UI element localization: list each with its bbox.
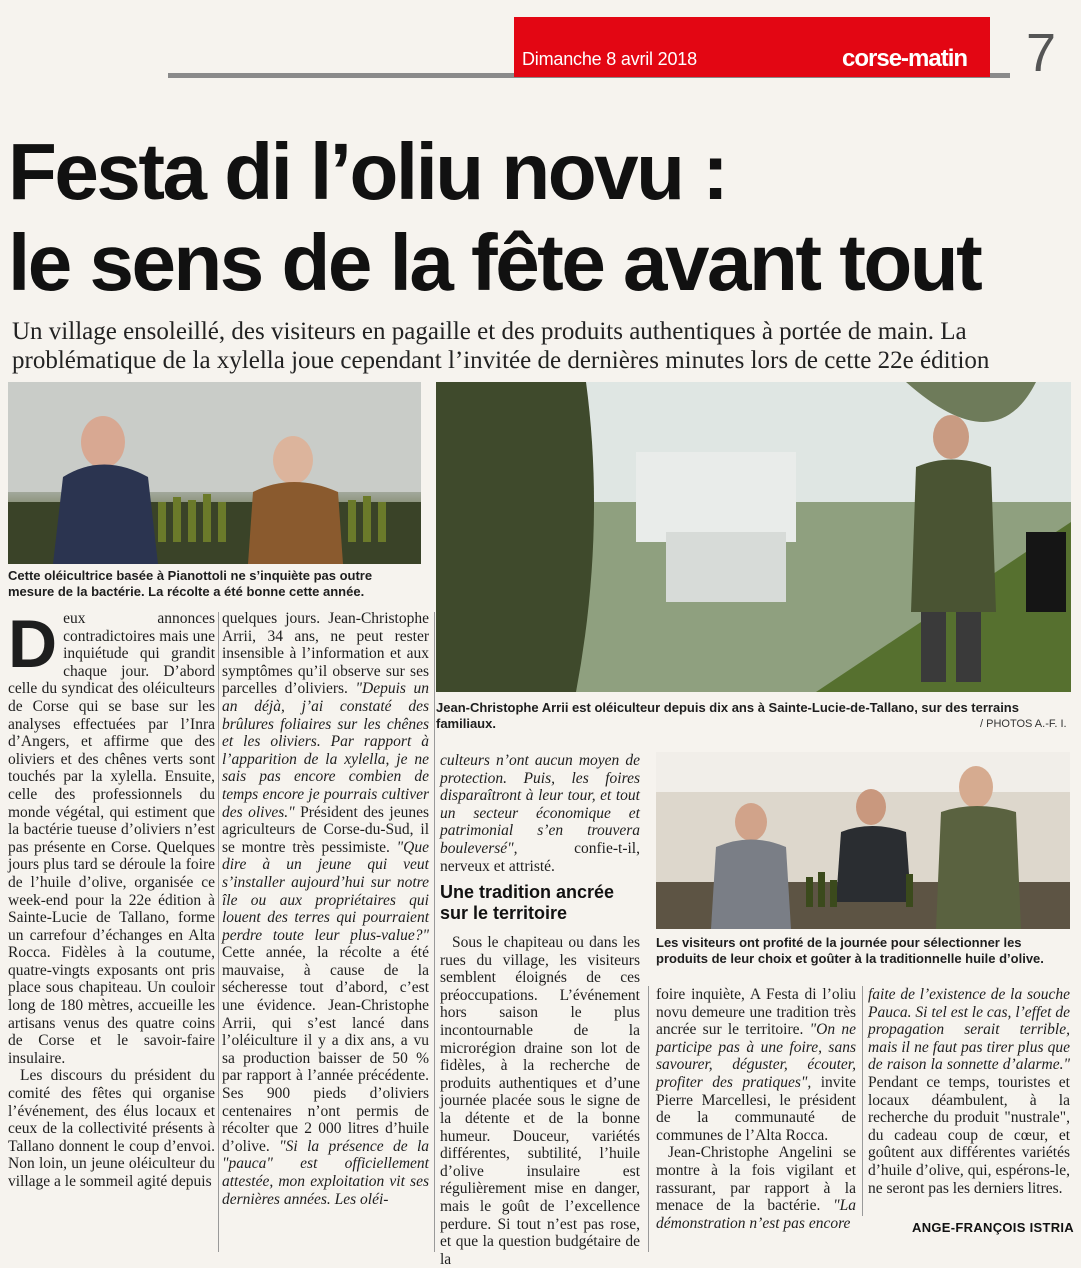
article-column-3-top — [440, 752, 640, 875]
issue-date: Dimanche 8 avril 2018 — [522, 49, 697, 69]
photo-2-caption: Jean-Christophe Arrii est oléiculteur depuis dix ans à Sainte-Lucie-de-Tallano, sur des terrains familiaux. — [436, 700, 1019, 731]
article-text: Cette année, la récolte a été mauvaise, à cause de la sécheresse tout d’abord, c’est une évidence. Jean-Christophe Arrii, qui s’est lancé dans l’oléiculture il y a dix ans, a vu sa production baisser de 50 % par rapport à l’année précédente. Ses 900 pieds d’oliviers centenaires n’ont permis de récolter que 2 000 litres d’huile d’olive. — [222, 944, 429, 1155]
quote-angelini: "La démonstration n’est pas encore — [656, 1197, 856, 1232]
article-text: Pendant ce temps, touristes et locaux déambulent, à la recherche du produit "nustrale", du cadeau coup de cœur, et goûtent aux différentes variétés d’huile d’olive, qui, espérons-le, ne seront pas les derniers litres. — [868, 1073, 1070, 1197]
article-paragraph-tradition: Sous le chapiteau ou dans les rues du village, les visiteurs semblent éloignés de ces préoccupations. L’événement hors saison le plus incontournable de la microrégion draine son lot de fidèles, à la recherche de produits authentiques et d’une journée placée sous le signe de la détente et de la bonne humeur. Douceur, variétés différentes, subtilité, l’huile d’olive insulaire est régulièrement mise en danger, mais le goût de l’excellence perdure. Si tout n’est pas rose, et que la question budgétaire de la — [440, 934, 640, 1268]
photo-visitors-tasting — [656, 752, 1070, 929]
quote-arrii-1: "Depuis un an déjà, j’ai constaté des brûlures foliaires sur les chênes et les oliviers. Par rapport à l’apparition de la xylella, je ne sais pas encore combien de temps encore je pourrais cultiver des olives." — [222, 680, 430, 821]
photo-olive-grower-stand — [8, 382, 421, 564]
photo-oleiculteur-hillside — [436, 382, 1071, 692]
drop-cap: D — [8, 606, 58, 682]
quote-marcellesi: "On ne participe pas à une foire, sans savourer, déguster, écouter, profiter des pratiques", — [656, 1021, 856, 1091]
page-number: 7 — [1026, 23, 1057, 83]
newspaper-logo: corse-matin — [842, 45, 968, 72]
photo-credit: / PHOTOS A.-F. I. — [980, 718, 1067, 730]
quote-arrii-3: "Si la présence de la "pauca" est officiellement attestée, mon exploitation vit ses dernières années. Les oléi- — [222, 1137, 430, 1208]
photo-2-illustration — [436, 382, 1071, 692]
photo-3-illustration — [656, 752, 1070, 929]
article-column-4 — [656, 986, 856, 1232]
article-text: confie-t-il, nerveux et attristé. — [440, 839, 640, 875]
quote-arrii-continued: culteurs n’ont aucun moyen de protection. Puis, les foires disparaîtront à leur tour, et tout un secteur économique et patrimonial s’en trouvera bouleversé", — [440, 752, 640, 857]
article-text: foire inquiète, A Festa di l’oliu novu demeure une tradition très ancrée sur le territoire. — [656, 986, 856, 1039]
author-signature: ANGE-FRANÇOIS ISTRIA — [912, 1220, 1074, 1235]
deck-line-2: problématique de la xylella joue cependant l’invitée de dernières minutes lors de cette 22e édition — [12, 347, 990, 374]
photo-1-illustration — [8, 382, 421, 564]
quote-arrii-2: "Que dire à un jeune qui veut s’installer aujourd’hui sur notre île ou aux propriétaires qui louent des terres qui pourraient perdre toute leur plus-value?" — [222, 838, 429, 944]
article-column-3-bottom — [440, 934, 640, 1268]
quote-angelini-continued: faite de l’existence de la souche Pauca. Si tel est le cas, l’effet de propagation serait terrible, mais il ne faut pas tirer plus que de raison la sonnette d’alarme." — [868, 986, 1070, 1074]
headline-line-2: le sens de la fête avant tout — [8, 218, 981, 307]
column-rule — [434, 612, 435, 1252]
photo-3-caption: Les visiteurs ont profité de la journée pour sélectionner les produits de leur choix et goûter à la traditionnelle huile d’olive. — [656, 935, 1044, 966]
photo-1-caption: Cette oléicultrice basée à Pianottoli ne s’inquiète pas outre mesure de la bactérie. La récolte a été bonne cette année. — [8, 568, 373, 599]
article-paragraph-1: eux annonces contradictoires mais une inquiétude qui grandit chaque jour. D’abord celle du syndicat des oléiculteurs de Corse qui se base sur les analyses effectuées par l’Inra d’Angers, et affirme que des oliviers et des chênes verts sont touchés par la xylella. Ensuite, celle des professionnels du monde végétal, qui estiment que la bactérie tueuse d’oliviers n’est pas présente en Corse. Quelques jours plus tard se déroule la foire de l’huile d’olive, organisée ce week-end pour la 22e édition à Sainte-Lucie de Tallano, forme un carrefour d’échanges en Alta Rocca. Fidèles à la coutume, quatre-vingts exposants ont pris place sous chapiteau. Un couloir long de 180 mètres, accueille les artisans venus des quatre coins de Corse et le savoir-faire insulaire. — [8, 610, 215, 1067]
article-subhead: Une tradition ancrée sur le territoire — [440, 882, 615, 923]
article-text: quelques jours. Jean-Christophe Arrii, 34 ans, ne peut rester insensible à l’information et aux symptômes qu’il observe sur ses parcelles d’oliviers. — [222, 610, 429, 698]
headline-line-1: Festa di l’oliu novu : — [8, 127, 727, 216]
article-text: invite Pierre Marcellesi, le président de la communauté de communes de l’Alta Rocca. — [656, 1073, 857, 1144]
column-rule — [648, 986, 649, 1252]
column-rule — [218, 612, 219, 1252]
article-column-5 — [868, 986, 1070, 1197]
article-paragraph-2: Les discours du président du comité des fêtes qui organise l’événement, des élus locaux et ceux de la collectivité présents à Tallano donnent le coup d’envoi. Non loin, un jeune oléiculteur du village a le sommeil agité depuis — [8, 1067, 215, 1190]
article-text: Jean-Christophe Angelini se montre à la fois vigilant et rassurant, par rapport à la menace de la bactérie. — [656, 1144, 856, 1215]
deck-line-1: Un village ensoleillé, des visiteurs en pagaille et des produits authentiques à portée de main. La — [12, 318, 967, 345]
article-text: Président des jeunes agriculteurs de Corse-du-Sud, il se montre très pessimiste. — [222, 803, 430, 856]
article-column-2 — [222, 610, 429, 1208]
column-rule — [862, 986, 863, 1216]
article-column-1 — [8, 606, 215, 1191]
